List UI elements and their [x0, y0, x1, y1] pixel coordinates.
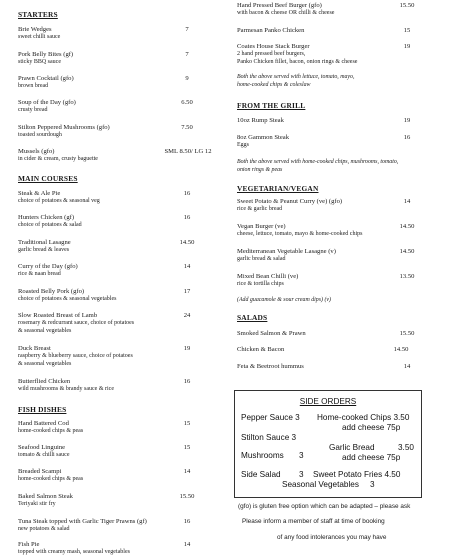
- item-name: 8oz Gammon Steak: [237, 134, 290, 141]
- item-description-line2: & seasonal vegetables: [18, 361, 72, 367]
- item-price: 16: [183, 214, 191, 221]
- item-price: 14.50: [179, 239, 195, 246]
- item-price: 9: [185, 75, 189, 82]
- item-description-line2: & seasonal vegetables: [18, 328, 72, 334]
- item-price: 14.50: [399, 248, 415, 255]
- side-orders-box: [234, 390, 422, 498]
- item-price: 14: [183, 541, 191, 548]
- item-price: 15.50: [399, 2, 415, 9]
- starters-heading: STARTERS: [18, 10, 58, 19]
- allergy-inform-note: Please inform a member of staff at time of booking: [242, 518, 385, 525]
- item-name: Prawn Cocktail (gfo): [18, 75, 74, 82]
- item-description: raspberry & blueberry sauce, choice of potatoes: [18, 353, 133, 359]
- item-name: Mixed Bean Chilli (ve): [237, 273, 299, 280]
- item-name: Smoked Salmon & Prawn: [237, 330, 306, 337]
- item-price: 15.50: [179, 493, 195, 500]
- allergy-intolerance-note: of any food intolerances you may have: [277, 534, 387, 541]
- item-description: with bacon & cheese OR chilli & cheese: [237, 10, 335, 16]
- item-price: 17: [183, 288, 191, 295]
- item-description: wild mushrooms & brandy sauce & rice: [18, 386, 114, 392]
- grill-note: Both the above served with home-cooked chips, mushrooms, tomato,: [237, 159, 399, 165]
- item-price: 6.50: [181, 99, 193, 106]
- item-description: choice of potatoes & seasonal vegetables: [18, 296, 117, 302]
- item-description: Eggs: [237, 142, 249, 148]
- item-price: 14: [403, 363, 411, 370]
- item-name: Hand Battered Cod: [18, 420, 69, 427]
- item-price: 19: [403, 43, 411, 50]
- item-description: sticky BBQ sauce: [18, 59, 61, 65]
- veg-note: (Add guacamole & sour cream dips) (v): [237, 297, 332, 303]
- side-salad-price: 3: [299, 470, 304, 479]
- item-description: 2 hand pressed beef burgers,: [237, 51, 306, 57]
- item-price: 19: [403, 117, 411, 124]
- item-price: 14: [183, 263, 191, 270]
- item-price: 16: [183, 378, 191, 385]
- veg-heading: VEGETARIAN/VEGAN: [237, 184, 319, 193]
- item-price: 14.50: [393, 346, 409, 353]
- item-name: Coates House Stack Burger: [237, 43, 310, 50]
- grill-heading: FROM THE GRILL: [237, 101, 306, 110]
- item-description: cheese, lettuce, tomato, mayo & home-cooked chips: [237, 231, 363, 237]
- item-price: 7.50: [181, 124, 193, 131]
- item-description: topped with creamy mash, seasonal vegetables: [18, 549, 130, 555]
- item-price: 13.50: [399, 273, 415, 280]
- item-price: 7: [185, 26, 189, 33]
- item-name: Curry of the Day (gfo): [18, 263, 78, 270]
- item-description: in cider & cream, crusty baguette: [18, 156, 98, 162]
- side-stilton-sauce: Stilton Sauce 3: [241, 433, 297, 442]
- item-description: rice & garlic bread: [237, 206, 283, 212]
- item-price: 14: [403, 198, 411, 205]
- item-name: Vegan Burger (ve): [237, 223, 286, 230]
- item-description: garlic bread & leaves: [18, 247, 70, 253]
- item-name: Hunters Chicken (gf): [18, 214, 75, 221]
- item-description: garlic bread & salad: [237, 256, 286, 262]
- item-description: brown bread: [18, 83, 49, 89]
- item-price: 15: [183, 444, 191, 451]
- item-price: 16: [183, 190, 191, 197]
- item-name: Fish Pie: [18, 541, 40, 548]
- item-description: Teriyaki stir fry: [18, 501, 56, 507]
- side-garlic-addon: add cheese 75p: [342, 453, 401, 462]
- item-description: rosemary & redcurrant sauce, choice of potatoes: [18, 320, 135, 326]
- side-mushrooms-price: 3: [299, 451, 304, 460]
- item-price: 24: [183, 312, 191, 319]
- item-name: Stilton Peppered Mushrooms (gfo): [18, 124, 110, 131]
- item-price: 15.50: [399, 330, 415, 337]
- item-price: 16: [183, 518, 191, 525]
- item-description: choice of potatoes & seasonal veg: [18, 198, 100, 204]
- item-name: Slow Roasted Breast of Lamb: [18, 312, 98, 319]
- item-name: 10oz Rump Steak: [237, 117, 284, 124]
- item-name: Feta & Beetroot hummus: [237, 363, 304, 370]
- item-price: 7: [185, 51, 189, 58]
- side-salad: Side Salad: [241, 470, 281, 479]
- item-name: Hand Pressed Beef Burger (gfo): [237, 2, 322, 9]
- item-price: 15: [183, 420, 191, 427]
- fish-heading: FISH DISHES: [18, 405, 67, 414]
- item-name: Breaded Scampi: [18, 468, 62, 475]
- item-description: crusty bread: [18, 107, 48, 113]
- item-name: Duck Breast: [18, 345, 51, 352]
- side-garlic-bread-price: 3.50: [398, 443, 414, 452]
- item-name: Baked Salmon Steak: [18, 493, 73, 500]
- item-description-line2: Panko Chicken fillet, bacon, onion rings & cheese: [237, 59, 358, 65]
- burgers-note-line2: home-cooked chips & coleslaw: [237, 82, 311, 88]
- item-name: Pork Belly Bites (gf): [18, 51, 74, 58]
- salads-heading: SALADS: [237, 313, 268, 322]
- item-description: sweet chilli sauce: [18, 34, 61, 40]
- side-pepper-sauce: Pepper Sauce 3: [241, 413, 300, 422]
- item-price: 14: [183, 468, 191, 475]
- item-price: SML 8.50/ LG 12: [164, 148, 212, 155]
- item-name: Steak & Ale Pie: [18, 190, 61, 197]
- side-chips: Home-cooked Chips 3.50: [317, 413, 410, 422]
- item-name: Parmesan Panko Chicken: [237, 27, 305, 34]
- item-price: 15: [403, 27, 411, 34]
- side-seasonal-price: 3: [370, 480, 375, 489]
- item-name: Brie Wedges: [18, 26, 52, 33]
- item-name: Tuna Steak topped with Garlic Tiger Prawns (gf): [18, 518, 147, 525]
- side-orders-title: SIDE ORDERS: [299, 397, 357, 406]
- mains-heading: MAIN COURSES: [18, 174, 78, 183]
- item-name: Mussels (gfo): [18, 148, 55, 155]
- side-seasonal-vegetables: Seasonal Vegetables: [282, 480, 359, 489]
- item-description: choice of potatoes & salad: [18, 222, 82, 228]
- item-name: Butterflied Chicken: [18, 378, 71, 385]
- item-name: Mediterranean Vegetable Lasagne (v): [237, 248, 336, 255]
- item-price: 19: [183, 345, 191, 352]
- item-description: rice & tortilla chips: [237, 281, 284, 287]
- burgers-note: Both the above served with lettuce, tomato, mayo,: [237, 74, 355, 80]
- side-chips-addon: add cheese 75p: [342, 423, 401, 432]
- side-sweet-potato-fries: Sweet Potato Fries 4.50: [313, 470, 401, 479]
- item-description: tomato & chilli sauce: [18, 452, 70, 458]
- side-mushrooms: Mushrooms: [241, 451, 284, 460]
- item-price: 16: [403, 134, 411, 141]
- item-description: home-cooked chips & peas: [18, 476, 84, 482]
- gluten-free-note: (gfo) is gluten free option which can be adapted – please ask: [238, 503, 411, 510]
- item-name: Chicken & Bacon: [237, 346, 285, 353]
- item-description: home-cooked chips & peas: [18, 428, 84, 434]
- item-name: Seafood Linguine: [18, 444, 66, 451]
- item-name: Sweet Potato & Peanut Curry (ve) (gfo): [237, 198, 343, 205]
- grill-note-line2: onion rings & peas: [237, 167, 283, 173]
- item-price: 14.50: [399, 223, 415, 230]
- item-name: Traditional Lasagne: [18, 239, 71, 246]
- item-description: new potatoes & salad: [18, 526, 70, 532]
- side-garlic-bread: Garlic Bread: [329, 443, 375, 452]
- item-description: rice & naan bread: [18, 271, 61, 277]
- item-name: Roasted Belly Pork (gfo): [18, 288, 85, 295]
- item-name: Soup of the Day (gfo): [18, 99, 76, 106]
- item-description: toasted sourdough: [18, 132, 62, 138]
